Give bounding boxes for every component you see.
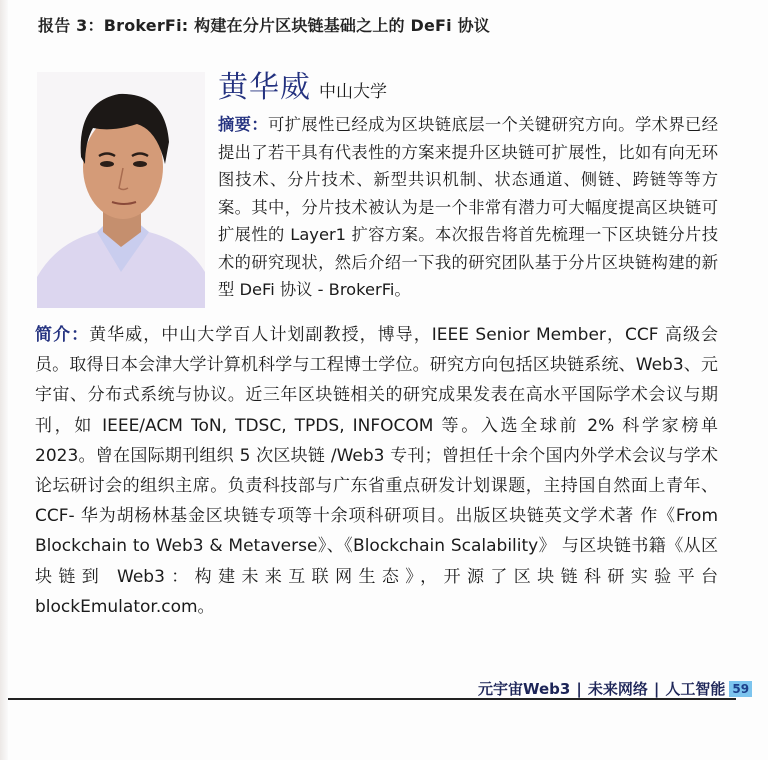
footer-topic-future-network: 未来网络 [587,680,648,698]
speaker-photo [37,72,205,308]
abstract-text: 可扩展性已经成为区块链底层一个关键研究方向。学术界已经提出了若干具有代表性的方案来提升区块链可扩展性，比如有向无环图技术、分片技术、新型共识机制、状态通道、侧链、跨链等等方案。其中，分片技术被认为是一个非常有潜力可大幅度提高区块链可扩展性的 Layer1 扩容方案。本次报告将首先梳理一下区块链分片技术的研究现状，然后介绍一下我的研究团队基于分片区块链构建的新型 DeFi 协议 - BrokerFi。 [218,115,718,299]
footer-topic-ai: 人工智能 [665,680,726,698]
speaker-affiliation: 中山大学 [319,82,387,102]
portrait-image-icon [37,72,205,308]
speaker-name: 黄华威 [218,70,311,105]
report-title: 报告 3：BrokerFi: 构建在分片区块链基础之上的 DeFi 协议 [38,16,491,35]
footer-rule [8,698,736,700]
footer-separator: | [576,680,582,698]
abstract-paragraph [218,111,718,304]
footer-topic-metaverse: 元宇宙Web3 [478,680,571,698]
footer-separator: | [653,680,660,698]
bio-text: 黄华威，中山大学百人计划副教授，博导，IEEE Senior Member，CCF 高级会员。取得日本会津大学计算机科学与工程博士学位。研究方向包括区块链系统、Web3、元宇宙、分布式系统与协议。近三年区块链相关的研究成果发表在高水平国际学术会议与期刊，如 IEEE/ACM ToN, TDSC, TPDS, INFOCOM 等。入选全球前 2% 科学家榜单 2023。曾在国际期刊组织 5 次区块链 /Web3 专刊；曾担任十余个国内外学术会议与学术论坛研讨会的组织主席。负责科技部与广东省重点研发计划课题，主持国自然面上青年、CCF- 华为胡杨林基金区块链专项等十余项科研项目。出版区块链英文学术著 作《From Blockchain to Web3 & Metaverse》、《Blockchain Scalability》 与区块链书籍《从区块链到 Web3：构建未来互联网生态》，开源了区块链科研实验平台 blockEmulator.com。 [35,325,719,617]
page-edge [0,0,8,760]
page-number: 59 [729,681,752,697]
abstract-label: 摘要： [218,115,269,134]
page-footer [478,678,752,699]
bio-paragraph [35,320,718,622]
bio-label: 简介： [35,325,90,345]
speaker-heading [218,62,387,106]
